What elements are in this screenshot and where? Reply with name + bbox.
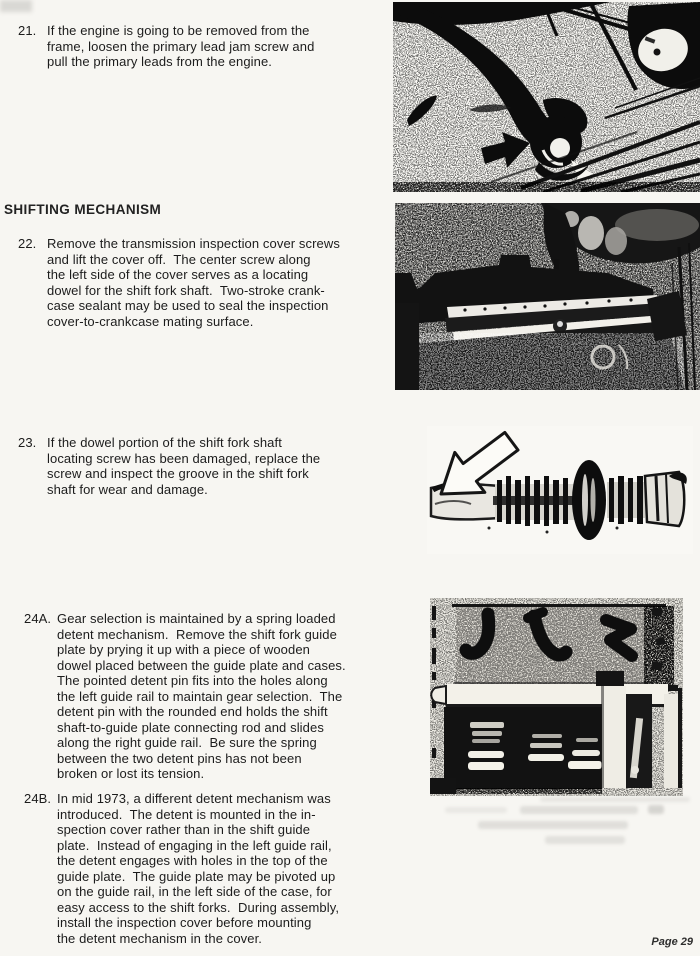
text-line: the left guide rail to maintain gear selection. The bbox=[57, 688, 343, 704]
text-line: plate. Instead of engaging in the left guide rail, bbox=[57, 837, 332, 853]
step-number: 21. bbox=[18, 23, 37, 38]
text-line: dowel for the shift fork shaft. Two-stroke crank- bbox=[47, 282, 325, 298]
step-text bbox=[57, 791, 339, 946]
text-line: between the two detent pins has not been bbox=[57, 750, 302, 766]
text-line: introduced. The detent is mounted in the in- bbox=[57, 806, 316, 822]
bleed-through-text bbox=[478, 821, 628, 829]
step-23 bbox=[18, 435, 320, 497]
page-number: Page 29 bbox=[651, 936, 693, 948]
text-line: shaft for wear and damage. bbox=[47, 481, 208, 497]
text-line: If the engine is going to be removed from the bbox=[47, 23, 310, 38]
text-line: along the right guide rail. Be sure the spring bbox=[57, 735, 317, 750]
step-text bbox=[47, 236, 340, 329]
bleed-through-text bbox=[540, 797, 690, 802]
step-text bbox=[47, 23, 314, 70]
text-line: case sealant may be used to seal the inspection bbox=[47, 298, 329, 313]
inspection-cover-removal-illustration bbox=[395, 203, 700, 390]
text-line: cover-to-crankcase mating surface. bbox=[47, 313, 254, 329]
primary-lead-jam-screw-photo bbox=[393, 2, 700, 192]
text-line: Remove the transmission inspection cover screws bbox=[47, 236, 340, 251]
text-line: locating screw has been damaged, replace the bbox=[47, 450, 321, 466]
text-line: spection cover rather than in the shift guide bbox=[57, 822, 311, 837]
step-22 bbox=[18, 236, 340, 329]
text-line: screw and inspect the groove in the shift fork bbox=[47, 466, 309, 481]
step-21 bbox=[18, 23, 314, 70]
text-line: the detent engages with holes in the top of the bbox=[57, 853, 328, 868]
text-line: plate by prying it up with a piece of wooden bbox=[57, 642, 310, 657]
step-text bbox=[57, 611, 346, 782]
text-line: dowel placed between the guide plate and cases. bbox=[57, 657, 346, 673]
primary-lead-jam-screw-illustration bbox=[393, 2, 700, 192]
text-line: the left side of the cover serves as a locating bbox=[47, 267, 309, 282]
section-heading: SHIFTING MECHANISM bbox=[4, 202, 162, 217]
step-24b bbox=[24, 791, 339, 946]
step-24a bbox=[24, 611, 346, 782]
text-line: In mid 1973, a different detent mechanism was bbox=[57, 791, 331, 806]
text-line: broken or lost its tension. bbox=[57, 766, 205, 781]
shift-fork-guide-plate-illustration bbox=[430, 598, 683, 796]
text-line: pull the primary leads from the engine. bbox=[47, 54, 273, 69]
text-line: easy access to the shift forks. During assembly, bbox=[57, 899, 340, 915]
step-number: 24A. bbox=[24, 611, 52, 626]
text-line: guide plate. The guide plate may be pivoted up bbox=[57, 868, 336, 884]
bleed-through-text bbox=[648, 805, 664, 814]
step-number: 23. bbox=[18, 435, 37, 450]
text-line: detent pin with the rounded end holds the shift bbox=[57, 704, 328, 719]
text-line: the detent mechanism in the cover. bbox=[57, 930, 263, 946]
text-line: The pointed detent pin fits into the holes along bbox=[57, 673, 328, 688]
text-line: install the inspection cover before mounting bbox=[57, 915, 312, 930]
text-line: frame, loosen the primary lead jam screw and bbox=[47, 38, 315, 54]
text-line: and lift the cover off. The center screw along bbox=[47, 251, 311, 267]
step-text bbox=[47, 435, 320, 497]
text-line: If the dowel portion of the shift fork shaft bbox=[47, 435, 282, 450]
scan-smudge bbox=[0, 0, 32, 12]
text-line: Gear selection is maintained by a spring loaded bbox=[57, 611, 336, 626]
bleed-through-text bbox=[520, 806, 638, 814]
step-number: 24B. bbox=[24, 791, 52, 806]
shift-fork-shaft-illustration bbox=[427, 426, 693, 554]
text-line: detent mechanism. Remove the shift fork guide bbox=[57, 626, 337, 642]
text-line: shaft-to-guide plate connecting rod and slides bbox=[57, 719, 324, 735]
bleed-through-text bbox=[545, 836, 625, 844]
bleed-through-text bbox=[445, 807, 507, 813]
text-line: on the guide rail, in the left side of the case, for bbox=[57, 884, 332, 899]
shift-fork-guide-plate-photo bbox=[430, 598, 683, 796]
shift-fork-shaft-locating-screw-photo bbox=[427, 426, 693, 554]
inspection-cover-removal-photo bbox=[395, 203, 700, 390]
step-number: 22. bbox=[18, 236, 37, 251]
